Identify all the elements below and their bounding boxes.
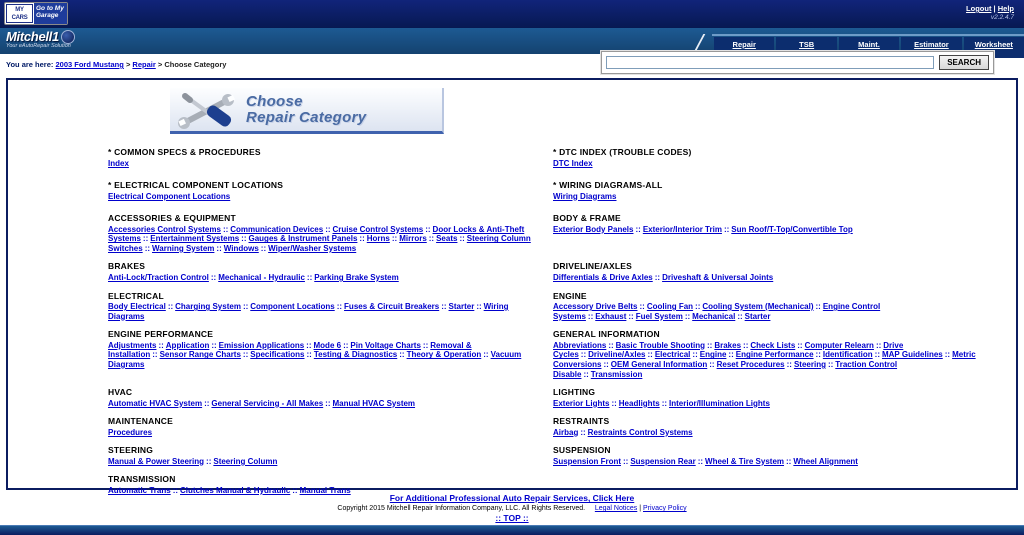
category-link[interactable]: Wheel Alignment [793, 456, 858, 466]
link-separator: :: [241, 234, 247, 244]
category-rows [108, 148, 1012, 505]
category-heading: MAINTENANCE [108, 416, 174, 427]
category-link[interactable]: Check Lists [750, 340, 796, 350]
category-link[interactable]: Theory & Operation [406, 350, 482, 360]
link-separator: :: [661, 398, 668, 408]
category-cell [553, 262, 981, 282]
category-row [108, 181, 1012, 201]
link-separator: :: [216, 243, 222, 253]
category-link[interactable]: DTC Index [553, 158, 593, 168]
category-link[interactable]: Testing & Diagnostics [313, 350, 398, 360]
category-link[interactable]: Exhaust [595, 311, 627, 321]
help-link[interactable]: Help [997, 4, 1014, 13]
category-cell [108, 475, 553, 495]
link-separator: :: [306, 350, 312, 360]
link-separator: :: [391, 234, 398, 244]
category-heading: ELECTRICAL [108, 290, 164, 301]
category-row [108, 417, 1012, 437]
category-heading: BRAKES [108, 261, 146, 272]
category-link[interactable]: OEM General Information [610, 359, 708, 369]
category-links [553, 192, 981, 202]
category-links [108, 273, 538, 283]
additional-services-link[interactable]: For Additional Professional Auto Repair Services, Click Here [389, 493, 635, 503]
category-link[interactable]: Suspension Rear [630, 456, 696, 466]
link-separator: :: [707, 340, 713, 350]
category-heading: * DTC INDEX (TROUBLE CODES) [553, 147, 692, 157]
category-link[interactable]: Mirrors [399, 234, 427, 244]
category-row [108, 475, 1012, 495]
link-separator: :: [336, 302, 343, 312]
link-separator: :: [580, 427, 586, 437]
link-separator: :: [874, 350, 880, 360]
category-link[interactable]: Accessories Control Systems [108, 224, 221, 234]
link-separator: :: [325, 224, 331, 234]
category-link[interactable]: Traction Control Disable [553, 359, 898, 379]
category-link[interactable]: General Servicing - All Makes [211, 398, 324, 408]
category-link[interactable]: Drive Cycles [553, 340, 904, 360]
category-row [108, 388, 1012, 408]
link-separator: :: [639, 302, 645, 312]
category-link[interactable]: Mechanical - Hydraulic [218, 272, 305, 282]
link-separator: :: [611, 398, 617, 408]
category-link[interactable]: Driveshaft & Universal Joints [662, 272, 774, 282]
category-link[interactable]: Removal & Installation [108, 340, 472, 360]
category-link[interactable]: Airbag [553, 427, 579, 437]
category-links [553, 428, 981, 438]
category-link[interactable]: Engine Performance [735, 350, 814, 360]
category-cell [553, 148, 981, 168]
category-link[interactable]: Electrical Component Locations [108, 191, 231, 201]
category-cell [108, 292, 553, 322]
category-link[interactable]: Manual & Power Steering [108, 456, 205, 466]
category-link[interactable]: Accessory Drive Belts [553, 302, 638, 312]
link-separator: :: [654, 272, 661, 282]
category-links [553, 457, 981, 467]
category-link[interactable]: Abbreviations [553, 340, 607, 350]
category-cell [553, 475, 981, 495]
tab-estimator[interactable]: Estimator [901, 37, 961, 54]
category-link[interactable]: Interior/Illumination Lights [669, 398, 770, 408]
link-separator: :: [709, 359, 715, 369]
category-heading: BODY & FRAME [553, 213, 621, 224]
category-link[interactable]: Warning System [152, 243, 215, 253]
category-row [108, 148, 1012, 168]
category-links [553, 159, 981, 169]
category-link[interactable]: Wheel & Tire System [705, 456, 785, 466]
category-cell [108, 262, 553, 282]
category-link[interactable]: MAP Guidelines [881, 350, 943, 360]
link-separator: :: [697, 456, 704, 466]
link-separator: :: [583, 369, 589, 379]
link-separator: :: [172, 485, 179, 495]
category-cell [553, 181, 981, 201]
user-links [966, 4, 1014, 21]
category-links [108, 225, 538, 254]
category-cell [108, 388, 553, 408]
category-link[interactable]: Component Locations [250, 302, 335, 312]
link-separator: :: [210, 272, 217, 282]
choose-category-banner [170, 88, 444, 134]
link-separator: :: [875, 340, 882, 350]
brand-globe-icon [61, 30, 75, 44]
legal-notices-link[interactable]: Legal Notices [594, 505, 638, 512]
category-link[interactable]: Wiper/Washer Systems [268, 243, 357, 253]
category-cell [553, 330, 981, 379]
link-separator: :: [422, 340, 429, 350]
category-link[interactable]: Application [165, 340, 210, 350]
link-separator: :: [476, 302, 482, 312]
category-cell [553, 388, 981, 408]
category-heading: STEERING [108, 445, 154, 456]
link-separator: :: [797, 340, 803, 350]
breadcrumb-current: Choose Category [164, 60, 227, 69]
category-heading: ENGINE [553, 290, 587, 301]
mitchell1-logo[interactable] [6, 29, 75, 49]
search-button[interactable]: SEARCH [939, 55, 989, 70]
category-cell [553, 292, 981, 322]
category-link[interactable]: Cooling System (Mechanical) [702, 302, 814, 312]
link-separator: :: [399, 350, 405, 360]
category-link[interactable]: Steering Column [213, 456, 278, 466]
top-bar [0, 0, 1024, 28]
breadcrumb-row [0, 54, 1024, 78]
link-separator: :: [628, 311, 634, 321]
category-link[interactable]: Transmission [590, 369, 643, 379]
category-link[interactable]: Cruise Control Systems [332, 224, 424, 234]
link-separator: :: [815, 350, 821, 360]
category-link[interactable]: Automatic Trans [108, 485, 171, 495]
link-separator: :: [587, 311, 594, 321]
link-separator: :: [425, 224, 431, 234]
category-link[interactable]: Mechanical [692, 311, 736, 321]
link-separator: :: [603, 359, 609, 369]
category-link[interactable]: Computer Relearn [804, 340, 874, 350]
banner-title: Choose Repair Category [246, 92, 367, 126]
category-link[interactable]: Wiring Diagrams [108, 302, 509, 321]
category-link[interactable]: Suspension Front [553, 456, 621, 466]
category-link[interactable]: Starter [448, 302, 475, 312]
category-link[interactable]: Steering Column Switches [108, 234, 531, 253]
category-heading: DRIVELINE/AXLES [553, 261, 633, 272]
category-link[interactable]: Fuel System [635, 311, 683, 321]
link-separator: :: [343, 340, 349, 350]
category-link[interactable]: Manual HVAC System [332, 398, 416, 408]
category-links [108, 399, 538, 409]
category-link[interactable]: Steering [793, 359, 826, 369]
category-cell [108, 330, 553, 379]
category-heading: * WIRING DIAGRAMS-ALL [553, 180, 663, 191]
category-link[interactable]: Charging System [175, 302, 241, 312]
category-link[interactable]: Door Locks & Anti-Theft Systems [108, 224, 525, 244]
category-link[interactable]: Brakes [714, 340, 742, 350]
category-link[interactable]: Engine [699, 350, 727, 360]
link-separator: :: [608, 340, 614, 350]
garage-label: Go to My Garage [34, 3, 67, 24]
link-separator: :: [786, 359, 792, 369]
category-links [108, 341, 538, 370]
main-panel [6, 78, 1018, 495]
category-cell [108, 417, 553, 437]
category-row [108, 214, 1012, 253]
category-link[interactable]: Vacuum Diagrams [108, 350, 522, 369]
link-separator: :: [827, 359, 834, 369]
link-separator: :: [944, 350, 951, 360]
tab-worksheet[interactable]: Worksheet [964, 37, 1024, 54]
link-divider: | [993, 4, 996, 13]
link-separator: :: [242, 350, 249, 360]
link-separator: :: [211, 340, 217, 350]
category-link[interactable]: Seats [436, 234, 458, 244]
link-separator: :: [635, 224, 641, 234]
category-link[interactable]: Parking Brake System [314, 272, 399, 282]
category-links [108, 486, 538, 496]
category-heading: HVAC [108, 387, 133, 398]
category-cell [108, 181, 553, 201]
category-links [108, 302, 538, 321]
link-separator: :: [292, 485, 298, 495]
category-links [553, 302, 981, 321]
logout-link[interactable]: Logout [966, 4, 992, 13]
category-cell [553, 214, 981, 253]
category-link[interactable]: Horns [366, 234, 390, 244]
category-link[interactable]: Exterior/Interior Trim [642, 224, 722, 234]
link-separator: :: [152, 350, 158, 360]
category-link[interactable]: Headlights [618, 398, 660, 408]
category-link[interactable]: Reset Procedures [716, 359, 785, 369]
category-links [108, 428, 538, 438]
category-link[interactable]: Exterior Body Panels [553, 224, 634, 234]
link-separator: :: [306, 272, 313, 282]
category-row [108, 330, 1012, 379]
link-separator: :: [260, 243, 267, 253]
category-link[interactable]: Wiring Diagrams [553, 191, 617, 201]
link-separator: :: [167, 302, 174, 312]
go-to-my-garage-button[interactable] [4, 2, 68, 25]
link-separator: :: [728, 350, 734, 360]
link-separator: :: [428, 234, 435, 244]
my-cars-plate-icon [6, 4, 33, 23]
link-separator: :: [142, 234, 149, 244]
link-separator: :: [684, 311, 691, 321]
category-link[interactable]: Electrical [654, 350, 691, 360]
category-link[interactable]: Starter [744, 311, 771, 321]
tools-icon [176, 89, 238, 131]
category-link[interactable]: Differentials & Drive Axles [553, 272, 653, 282]
category-link[interactable]: Adjustments [108, 340, 157, 350]
category-links [553, 341, 981, 379]
link-separator: :: [158, 340, 164, 350]
bottom-bar [0, 525, 1024, 535]
category-heading: LIGHTING [553, 387, 596, 398]
my-cars-plate-label: MY CARS [11, 7, 28, 21]
category-heading: TRANSMISSION [108, 474, 176, 485]
category-heading: * COMMON SPECS & PROCEDURES [108, 147, 261, 157]
link-separator: :: [144, 243, 151, 253]
tab-maint[interactable]: Maint. [839, 37, 899, 54]
category-link[interactable]: Emission Applications [218, 340, 305, 350]
category-link[interactable]: Body Electrical [108, 302, 166, 312]
link-separator: :: [580, 350, 587, 360]
brand-name: Mitchell1 [6, 29, 59, 44]
copyright-line [0, 505, 1024, 512]
category-link[interactable]: Basic Trouble Shooting [615, 340, 706, 350]
link-separator: :: [815, 302, 821, 312]
category-heading: GENERAL INFORMATION [553, 329, 660, 340]
category-link[interactable]: Metric Conversions [553, 350, 976, 369]
category-cell [108, 148, 553, 168]
category-link[interactable]: Engine Control Systems [553, 302, 881, 321]
category-link[interactable]: Cooling Fan [646, 302, 694, 312]
version-label: v2.2.4.7 [990, 14, 1014, 21]
category-link[interactable]: Manual Trans [299, 485, 351, 495]
link-separator: :: [743, 340, 749, 350]
category-link[interactable]: Identification [822, 350, 873, 360]
category-link[interactable]: Sensor Range Charts [159, 350, 241, 360]
category-links [553, 399, 981, 409]
link-separator: :: [204, 398, 210, 408]
breadcrumb-separator: > [157, 60, 163, 69]
breadcrumb-vehicle-link[interactable]: 2003 Ford Mustang [55, 60, 124, 69]
privacy-policy-link[interactable]: Privacy Policy [643, 505, 687, 512]
category-heading: ACCESSORIES & EQUIPMENT [108, 213, 236, 224]
link-separator: :: [242, 302, 249, 312]
link-separator: :: [695, 302, 701, 312]
category-link[interactable]: Driveline/Axles [588, 350, 646, 360]
category-link[interactable]: Fuses & Circuit Breakers [344, 302, 440, 312]
link-separator: :: [325, 398, 331, 408]
category-link[interactable]: Gauges & Instrument Panels [248, 234, 358, 244]
category-link[interactable]: Specifications [250, 350, 305, 360]
category-heading: SUSPENSION [553, 445, 611, 456]
breadcrumb-repair-link[interactable]: Repair [132, 60, 156, 69]
category-row [108, 292, 1012, 322]
copyright-text: Copyright 2015 Mitchell Repair Information Company, LLC. All Rights Reserved. [337, 505, 586, 512]
link-separator: :: [459, 234, 465, 244]
category-links [108, 457, 538, 467]
link-separator: :: [206, 456, 212, 466]
search-box [601, 51, 994, 74]
link-separator: :: [647, 350, 653, 360]
link-separator: :: [441, 302, 447, 312]
category-link[interactable]: Sun Roof/T-Top/Convertible Top [731, 224, 853, 234]
top-link[interactable]: :: TOP :: [495, 513, 529, 523]
category-links [108, 192, 538, 202]
tab-tsb[interactable]: TSB [776, 37, 836, 54]
category-row [108, 262, 1012, 282]
breadcrumb-separator: > [125, 60, 131, 69]
category-link[interactable]: Pin Voltage Charts [350, 340, 421, 350]
link-separator: :: [359, 234, 365, 244]
search-input[interactable] [606, 56, 934, 69]
category-links [553, 225, 981, 235]
brand-tagline: Your eAutoRepair Solution [6, 43, 71, 49]
category-link[interactable]: Procedures [108, 427, 153, 437]
breadcrumb-prefix: You are here: [6, 60, 54, 69]
category-link[interactable]: Windows [223, 243, 259, 253]
category-link[interactable]: Automatic HVAC System [108, 398, 203, 408]
category-cell [108, 214, 553, 253]
category-heading: RESTRAINTS [553, 416, 610, 427]
footer-divider: | [639, 505, 642, 512]
category-link[interactable]: Restraints Control Systems [587, 427, 693, 437]
link-separator: :: [692, 350, 698, 360]
category-link[interactable]: Mode 6 [313, 340, 342, 350]
category-heading: * ELECTRICAL COMPONENT LOCATIONS [108, 180, 284, 191]
link-separator: :: [737, 311, 743, 321]
category-links [108, 159, 538, 169]
category-heading: ENGINE PERFORMANCE [108, 329, 214, 340]
category-row [108, 446, 1012, 466]
category-cell [553, 417, 981, 437]
category-link[interactable]: Entertainment Systems [150, 234, 240, 244]
link-separator: :: [483, 350, 489, 360]
tab-repair[interactable]: Repair [714, 37, 774, 54]
category-link[interactable]: Clutches Manual & Hydraulic [180, 485, 291, 495]
category-link[interactable]: Anti-Lock/Traction Control [108, 272, 209, 282]
category-link[interactable]: Exterior Lights [553, 398, 610, 408]
link-separator: :: [786, 456, 792, 466]
category-cell [553, 446, 981, 466]
category-link[interactable]: Index [108, 158, 129, 168]
link-separator: :: [222, 224, 229, 234]
category-links [553, 273, 981, 283]
link-separator: :: [723, 224, 730, 234]
link-separator: :: [623, 456, 629, 466]
category-cell [108, 446, 553, 466]
category-link[interactable]: Communication Devices [230, 224, 324, 234]
link-separator: :: [306, 340, 312, 350]
